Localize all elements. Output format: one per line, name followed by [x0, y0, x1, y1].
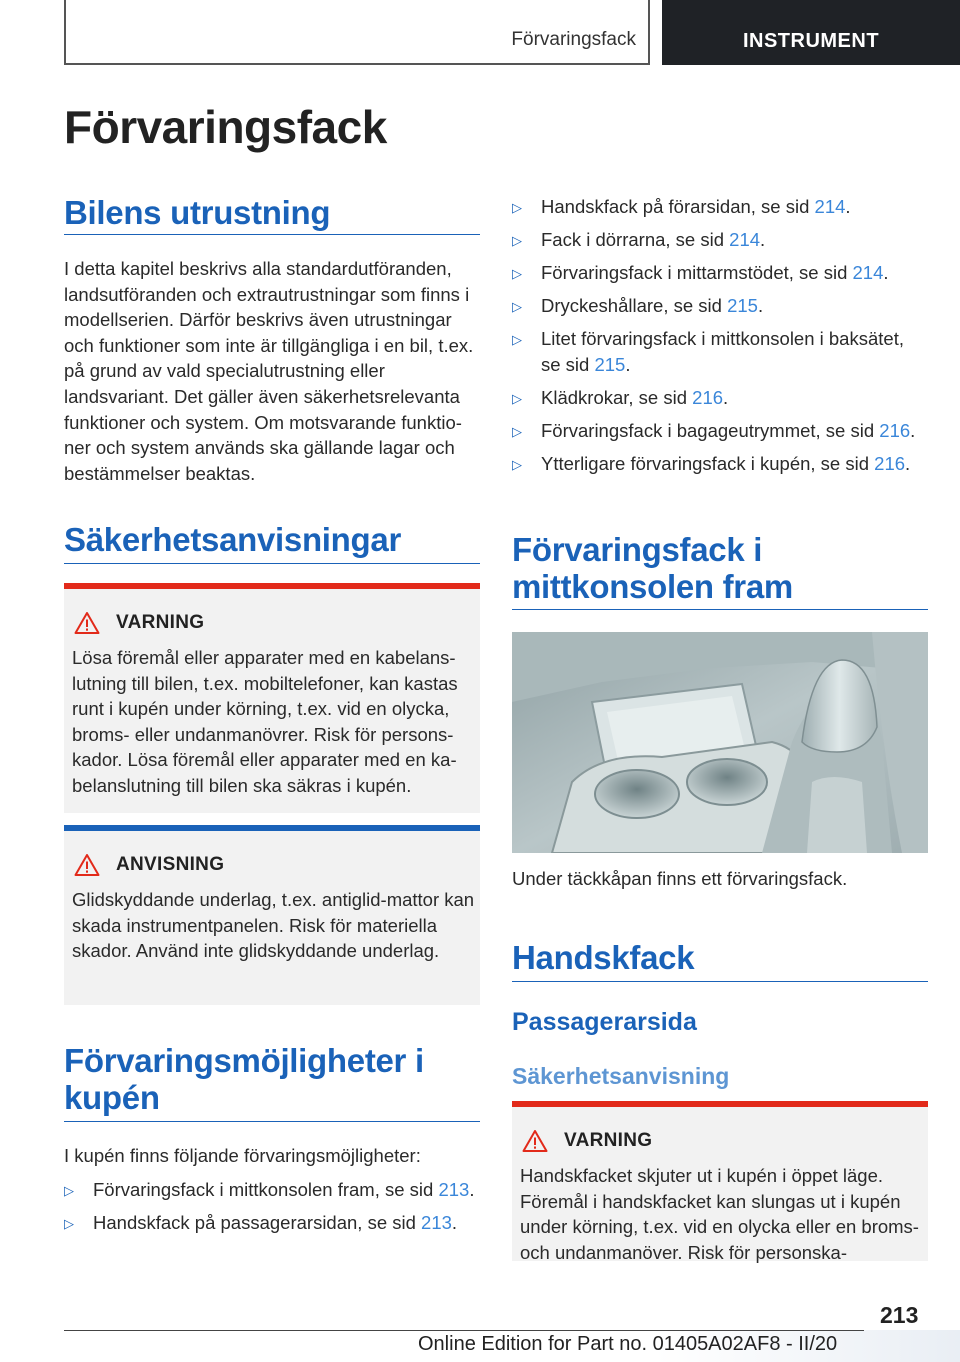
- list-item: ▷ Fack i dörrarna, se sid 214.: [512, 227, 928, 253]
- bullet-triangle-icon: ▷: [512, 391, 522, 407]
- warning-text: Handskfacket skjuter ut i kupén i öppet läge. Föremål i handskfacket kan slungas ut i kupén under körning, t.ex. vid en olycka eller en broms- och undanmanöver. Risk för personska-: [520, 1165, 919, 1263]
- warning-title: VARNING: [116, 612, 205, 633]
- list-item: ▷ Litet förvaringsfack i mittkonsolen i baksätet, se sid 215.: [512, 328, 904, 375]
- bullet-triangle-icon: ▷: [512, 424, 522, 440]
- notice-box: [64, 825, 480, 1005]
- bullet-triangle-icon: ▷: [64, 1216, 74, 1232]
- heading-rule: [64, 563, 480, 564]
- bullet-triangle-icon: ▷: [512, 233, 522, 249]
- page-link[interactable]: 215: [727, 295, 758, 317]
- page-link[interactable]: 216: [692, 387, 724, 409]
- page-number: 213: [880, 1302, 919, 1328]
- warning-box: [512, 1101, 928, 1261]
- heading-sakerhetsanvisningar: Säkerhetsanvisningar: [64, 521, 401, 558]
- page-title: Förvaringsfack: [64, 101, 387, 153]
- heading-rule: [64, 1121, 480, 1122]
- page-link[interactable]: 213: [438, 1179, 470, 1200]
- storage-intro: I kupén finns följande förvaringsmöjligheter:: [64, 1145, 421, 1166]
- page-link[interactable]: 216: [879, 420, 911, 442]
- bullet-triangle-icon: ▷: [64, 1183, 74, 1198]
- heading-line: Förvaringsmöjligheter i: [64, 1042, 424, 1079]
- heading-rule: [512, 981, 928, 982]
- list-item: ▷ Ytterligare förvaringsfack i kupén, se sid 216.: [512, 451, 928, 477]
- page-link[interactable]: 214: [852, 262, 884, 284]
- page-link[interactable]: 215: [594, 353, 626, 375]
- heading-rule: [64, 234, 480, 235]
- header-section-box: [64, 0, 650, 65]
- heading-sakerhetsanvisning: Säkerhetsanvisning: [512, 1063, 730, 1089]
- header-section-title: Förvaringsfack: [511, 29, 636, 50]
- console-caption: Under täckkåpan finns ett förvaringsfack.: [512, 868, 848, 889]
- bullet-triangle-icon: ▷: [512, 266, 522, 282]
- list-item: ▷ Handskfack på förarsidan, se sid 214.: [512, 194, 928, 220]
- storage-list-right: [512, 194, 928, 484]
- bullet-triangle-icon: ▷: [512, 457, 522, 473]
- heading-line: mittkonsolen fram: [512, 567, 793, 605]
- warning-text: Lösa föremål eller apparater med en kabelanslutning till bilen, t.ex. mobiltelefoner, kan kastas runt i kupén under körning, t.ex. vid en olycka, broms- eller undanmanövrer. Risk för personskador. Lösa föremål eller apparater med en kabelanslutning till bilen ska säkras i kupén.: [72, 647, 458, 796]
- bullet-triangle-icon: ▷: [512, 200, 522, 215]
- heading-rule: [512, 609, 928, 610]
- heading-line: Förvaringsfack i: [512, 531, 763, 568]
- page-link[interactable]: 214: [814, 196, 846, 217]
- notice-triangle-icon: [74, 853, 100, 877]
- warning-box: [64, 583, 480, 813]
- list-item: ▷ Förvaringsfack i mittkonsolen fram, se sid 213.: [64, 1177, 480, 1203]
- bullet-triangle-icon: ▷: [512, 332, 522, 348]
- notice-text: Glidskyddande underlag, t.ex. antiglid-mattor kan skada instrumentpanelen. Risk för materiella skador. Använd inte glidskyddande underlag.: [72, 889, 475, 962]
- list-item: ▷ Klädkrokar, se sid 216.: [512, 385, 928, 411]
- footer-edition[interactable]: Online Edition for Part no. 01405A02AF8 - II/20: [418, 1333, 838, 1355]
- heading-forvaringsmojligheter: [64, 1043, 424, 1117]
- warning-triangle-icon: [74, 611, 100, 635]
- equipment-paragraph: I detta kapitel beskrivs alla standardutföranden, landsutföranden och extrautrustningar som finns i modellserien. Därför beskrivs även utrustningar och funktioner som inte är tillgängliga i en bil, t.ex. på grund av vald specialutrustning eller landsvariant. Det gäller även säkerhetsrelevanta funktioner och system. Om motsvarande funktioner och system används ska gällande lagar och bestämmelser beaktas.: [64, 258, 474, 484]
- page-link[interactable]: 214: [729, 229, 761, 251]
- heading-console-storage: [512, 532, 793, 606]
- heading-passagerarsida: Passagerarsida: [512, 1008, 697, 1036]
- heading-line: kupén: [64, 1078, 160, 1116]
- warning-header: [522, 1129, 652, 1153]
- page-link[interactable]: 213: [421, 1212, 452, 1234]
- notice-header: [74, 853, 224, 877]
- list-item: ▷ Dryckeshållare, se sid 215.: [512, 293, 928, 319]
- warning-triangle-icon: [522, 1129, 548, 1153]
- list-item: ▷ Förvaringsfack i mittarmstödet, se sid 214.: [512, 260, 928, 286]
- notice-title: ANVISNING: [116, 854, 225, 875]
- warning-header: [74, 611, 204, 635]
- page-link[interactable]: 216: [874, 453, 906, 475]
- bullet-triangle-icon: ▷: [512, 299, 522, 315]
- warning-title: VARNING: [564, 1130, 653, 1151]
- footer-rule: [64, 1330, 864, 1331]
- console-storage-photo: [512, 632, 928, 853]
- storage-list-left: [64, 1177, 480, 1243]
- heading-bilens-utrustning: Bilens utrustning: [64, 194, 331, 231]
- list-item: ▷ Förvaringsfack i bagageutrymmet, se sid 216.: [512, 418, 928, 444]
- list-item: ▷ Handskfack på passagerarsidan, se sid 213.: [64, 1210, 480, 1236]
- header-chapter-tab[interactable]: INSTRUMENT: [662, 0, 960, 65]
- heading-handskfack: Handskfack: [512, 939, 695, 976]
